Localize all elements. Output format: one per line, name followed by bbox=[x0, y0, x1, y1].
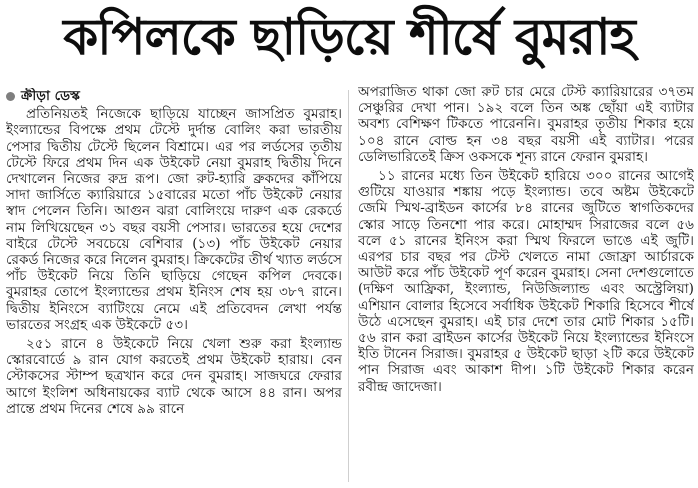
article-column-left bbox=[6, 88, 342, 484]
article-paragraph: ১১ রানের মধ্যে তিন উইকেট হারিয়ে ৩০০ রানের আগেই গুটিয়ে যাওয়ার শঙ্কায় পড়ে ইংল্যান্ড। তবে অষ্টম উইকেটে জেমি স্মিথ-ব্রাইডন কার্সের ৮৪ রানের জুটিতে স্বাগতিকদের স্কোর সাড়ে তিনশো পার করে। মোহাম্মদ সিরাজের বলে ৫৬ বলে ৫১ রানের ইনিংস করা স্মিথ ফিরলে ভাঙে এই জুটি। এরপর চার বছর পর টেস্ট খেলতে নামা জোফ্রা আর্চারকে আউট করে পাঁচ উইকেট পূর্ণ করেন বুমরাহ। সেনা দেশগুলোতে (দক্ষিণ আফ্রিকা, ইংল্যান্ড, নিউজিল্যান্ড এবং অস্ট্রেলিয়া) এশিয়ান বোলার হিসেবে সর্বাধিক উইকেট শিকারি হিসেবে শীর্ষে উঠে এসেছেন বুমরাহ। এই চার দেশে তার মোট শিকার ১৫টি। ৫৬ রান করা ব্রাইডন কার্সের উইকেট নিয়ে ইংল্যান্ডের ইনিংসে ইতি টানেন সিরাজ। বুমরাহর ৫ উইকেট ছাড়া ২টি করে উইকেট পান সিরাজ এবং আকাশ দীপ। ১টি উইকেট শিকার করেন রবীন্দ্র জাদেজা। bbox=[358, 168, 694, 395]
article-paragraph: প্রতিনিয়তই নিজেকে ছাড়িয়ে যাচ্ছেন জাসপ্রিত বুমরাহ। ইংল্যান্ডের বিপক্ষে প্রথম টেস্টে দুর্দান্ত বোলিং করা ভারতীয় পেসার দ্বিতীয় টেস্টে ছিলেন বিশ্রামে। এর পর লর্ডসের তৃতীয় টেস্টে ফিরে প্রথম দিন এক উইকেট নেয়া বুমরাহ দ্বিতীয় দিনে দেখালেন নিজের রুদ্র রূপ। জো রুট-হ্যারি ব্রুকদের কাঁপিয়ে সাদা জার্সিতে ক্যারিয়ারে ১৫বারের মতো পাঁচ উইকেট নেয়ার স্বাদ পেলেন তিনি। আগুন ঝরা বোলিংয়ে দারুণ এক রেকর্ডে নাম লিখিয়েছেন ৩১ বছর বয়সী পেসার। ভারতের হয়ে দেশের বাইরে টেস্টে সবচেয়ে বেশিবার (১৩) পাঁচ উইকেট নেয়ার রেকর্ড নিজের করে নিলেন বুমরাহ। ক্রিকেটের তীর্থ খ্যাত লর্ডসে পাঁচ উইকেট নিয়ে তিনি ছাড়িয়ে গেছেন কপিল দেবকে। বুমরাহর তোপে ইংল্যান্ডের প্রথম ইনিংস শেষ হয় ৩৮৭ রানে। দ্বিতীয় ইনিংসে ব্যাটিংয়ে নেমে এই প্রতিবেদন লেখা পর্যন্ত ভারতের সংগ্রহ এক উইকেটে ৫৩। bbox=[6, 106, 342, 333]
article-paragraph: ২৫১ রানে ৪ উইকেটে নিয়ে খেলা শুরু করা ইংল্যান্ড স্কোরবোর্ডে ৯ রান যোগ করতেই প্রথম উইকেট হারায়। বেন স্টোকসের স্টাম্প ছত্রখান করে দেন বুমরাহ। সাজঘরে ফেরার আগে ইংলিশ অধিনায়কের ব্যাট থেকে আসে ৪৪ রান। অপর প্রান্তে প্রথম দিনের শেষে ৯৯ রানে bbox=[6, 336, 342, 417]
article-paragraph: অপরাজিত থাকা জো রুট চার মেরে টেস্ট ক্যারিয়ারের ৩৭তম সেঞ্চুরির দেখা পান। ১৯২ বলে তিন অঙ্ক ছোঁয়া এই ব্যাটার অবশ্য বেশিক্ষণ টিকতে পারেননি। বুমরাহর তৃতীয় শিকার হয়ে ১০৪ রানে বোল্ড হন ৩৪ বছর বয়সী এই ব্যাটার। পরের ডেলিভারিতেই ক্রিস ওকসকে শূন্য রানে ফেরান বুমরাহ। bbox=[358, 84, 694, 165]
article-column-right bbox=[358, 84, 694, 480]
desk-label: ক্রীড়া ডেস্ক bbox=[21, 88, 80, 104]
desk-byline bbox=[6, 88, 342, 104]
headline: কপিলকে ছাড়িয়ে শীর্ষে বুমরাহ bbox=[63, 7, 635, 66]
column-divider bbox=[348, 90, 349, 482]
bullet-icon bbox=[6, 92, 15, 101]
